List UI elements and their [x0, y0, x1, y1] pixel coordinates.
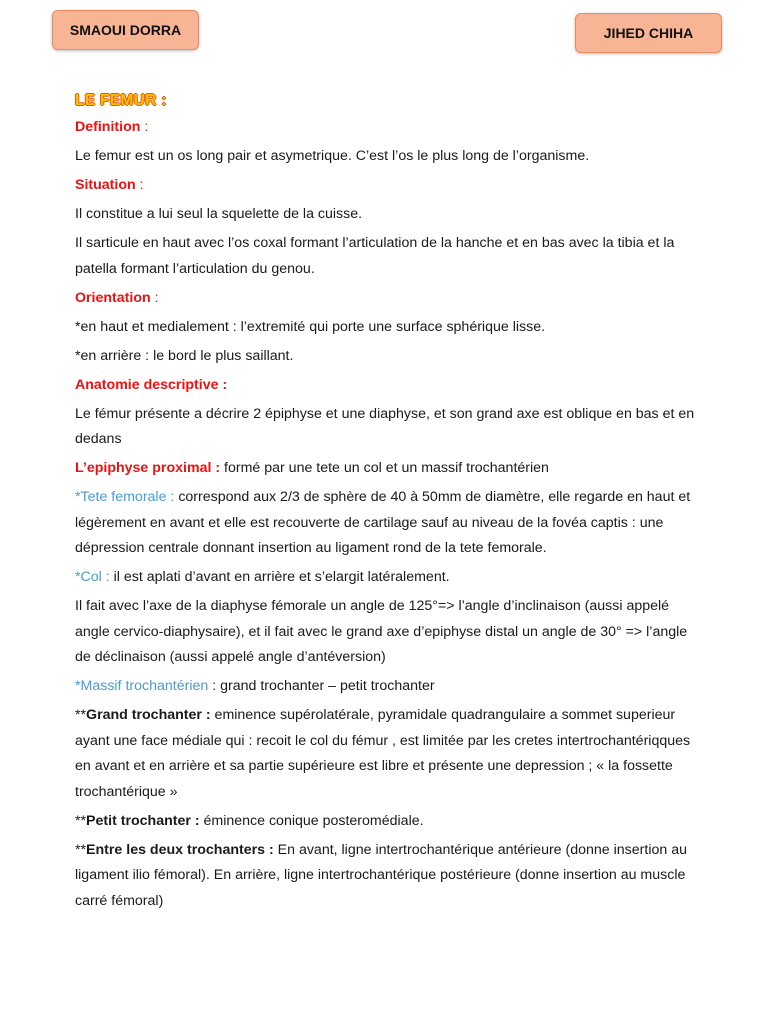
entre-text: En avant, ligne intertrochantérique antérieure (donne insertion au ligament ilio fémoral). En arrière, ligne intertrochantérique postérieure (donne insertion au muscle carré fémoral) [75, 841, 687, 909]
anatomie-label: Anatomie descriptive : [75, 376, 228, 393]
situation-label: Situation [75, 177, 136, 193]
entre-trochanters-paragraph [75, 838, 695, 915]
anatomie-text: Le fémur présente a décrire 2 épiphyse et une diaphyse, et son grand axe est oblique en bas et en dedans [75, 405, 695, 447]
petit-prefix: ** [75, 812, 87, 829]
massif-paragraph [75, 674, 695, 700]
entre-prefix: ** [75, 841, 87, 858]
page-title: LE FEMUR : [75, 92, 167, 109]
orientation-sep: : [150, 289, 159, 306]
definition-heading [75, 115, 695, 141]
tete-paragraph [75, 485, 695, 562]
definition-label: Definition [75, 119, 141, 135]
orientation-text-2: *en arrière : le bord le plus saillant. [75, 347, 294, 364]
entre-label: Entre les deux trochanters : [86, 841, 274, 858]
situation-heading [75, 173, 695, 199]
author-name-box-left [52, 10, 199, 50]
situation-text-1: Il constitue a lui seul la squelette de la cuisse. [75, 206, 363, 222]
grand-text: eminence supérolatérale, pyramidale quadrangulaire a sommet superieur ayant une face médiale qui : recoit le col du fémur , est limitée par les cretes intertrochantériqques en avant et en arrière et sa partie supérieure est libre et présente une depression ; « la fossette trochantérique » [75, 707, 691, 800]
col-label: *Col : [75, 569, 110, 585]
tete-label: *Tete femorale : [75, 489, 175, 505]
petit-trochanter-paragraph [75, 809, 695, 835]
petit-label: Petit trochanter : [86, 812, 200, 829]
orientation-heading [75, 286, 695, 312]
author-name-box-right [575, 13, 722, 53]
orientation-text-1: *en haut et medialement : l’extremité qui porte une surface sphérique lisse. [75, 318, 546, 335]
col-paragraph [75, 565, 695, 591]
document-body [75, 90, 695, 918]
tete-text: correspond aux 2/3 de sphère de 40 à 50mm de diamètre, elle regarde en haut et légèrement en avant et elle est recouverte de cartilage sauf au niveau de la fovéa captis : une dépression centrale donnant insertion au ligament rond de la tete femorale. [75, 489, 691, 556]
definition-text: Le femur est un os long pair et asymetrique. C’est l’os le plus long de l’organisme. [75, 148, 590, 164]
epiphyse-text: formé par une tete un col et un massif trochantérien [220, 460, 549, 476]
col-text: il est aplati d’avant en arrière et s’elargit latéralement. [109, 569, 450, 585]
grand-trochanter-paragraph [75, 703, 695, 805]
anatomie-heading [75, 373, 695, 399]
author-name-right: JIHED CHIHA [603, 25, 694, 41]
grand-prefix: ** [75, 707, 87, 723]
massif-label: *Massif trochantérien [75, 678, 209, 694]
situation-text-2: Il sarticule en haut avec l’os coxal formant l’articulation de la hanche et en bas avec la tibia et la patella formant l’articulation du genou. [75, 235, 675, 277]
definition-sep: : [140, 119, 149, 135]
grand-label: Grand trochanter : [86, 707, 211, 723]
epiphyse-paragraph [75, 456, 695, 482]
col-angles-text: Il fait avec l’axe de la diaphyse fémorale un angle de 125°=> l’angle d’inclinaison (aussi appelé angle cervico-diaphysaire), et il fait avec le grand axe d’epiphyse distal un angle de 30° => l’angle de déclinaison (aussi appelé angle d’antéversion) [75, 598, 688, 665]
situation-sep: : [135, 177, 144, 193]
orientation-label: Orientation [75, 289, 151, 306]
petit-text: éminence conique posteromédiale. [199, 812, 424, 829]
massif-text: : grand trochanter – petit trochanter [208, 678, 435, 694]
author-name-left: SMAOUI DORRA [69, 22, 182, 38]
epiphyse-label: L’epiphyse proximal : [75, 460, 221, 476]
